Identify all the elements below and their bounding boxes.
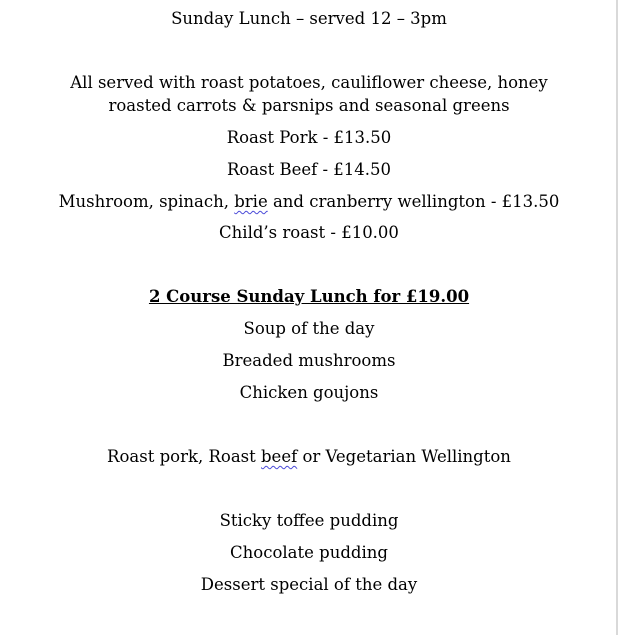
- mains-item: [0, 446, 618, 468]
- menu-heading: Sunday Lunch – served 12 – 3pm: [171, 9, 447, 28]
- starter-item: Soup of the day: [243, 319, 375, 338]
- roast-pork-item: Roast Pork - £13.50: [226, 128, 392, 147]
- mains-text-start: Roast pork, Roast: [107, 447, 261, 466]
- starter-item: Chicken goujons: [239, 383, 379, 402]
- dessert-item: Sticky toffee pudding: [219, 511, 399, 530]
- roast-beef-item: Roast Beef - £14.50: [226, 160, 392, 179]
- two-course-title: [0, 286, 618, 308]
- starter-item: Breaded mushrooms: [222, 351, 396, 370]
- mains-text-end: or Vegetarian Wellington: [297, 447, 511, 466]
- dessert-item: Chocolate pudding: [230, 543, 388, 562]
- childs-roast-item: Child’s roast - £10.00: [219, 223, 399, 242]
- wellington-text-start: Mushroom, spinach,: [58, 192, 235, 211]
- wellington-item: [0, 191, 618, 213]
- spelling-flagged-word[interactable]: beef: [261, 447, 298, 466]
- spelling-flagged-word[interactable]: brie: [234, 192, 268, 211]
- dessert-item: Dessert special of the day: [200, 575, 418, 594]
- served-with-line-1: All served with roast potatoes, cauliflower cheese, honey: [70, 73, 548, 92]
- served-with-line-2: roasted carrots & parsnips and seasonal greens: [108, 96, 510, 115]
- wellington-text-end: and cranberry wellington - £13.50: [267, 192, 560, 211]
- two-course-title-text: 2 Course Sunday Lunch for £19.00: [148, 287, 470, 306]
